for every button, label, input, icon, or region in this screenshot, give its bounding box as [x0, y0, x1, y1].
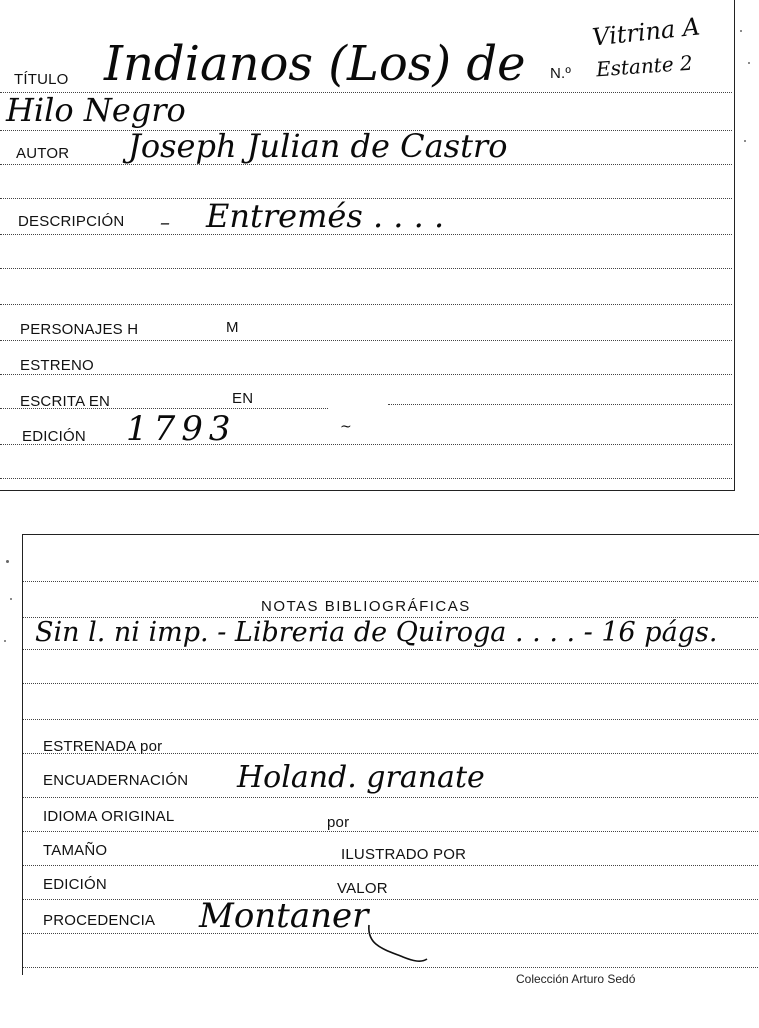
label-encuadernacion: ENCUADERNACIÓN — [43, 772, 189, 789]
catalog-card-back — [22, 534, 759, 975]
rule-line — [23, 831, 758, 832]
rule-line — [23, 649, 758, 650]
collection-credit: Colección Arturo Sedó — [516, 972, 636, 986]
rule-line — [0, 374, 732, 375]
titulo-value-line2: Hilo Negro — [6, 91, 186, 129]
label-estrenada-por: ESTRENADA por — [43, 738, 163, 755]
label-titulo: TÍTULO — [14, 71, 69, 88]
titulo-value-line1: Indianos (Los) de — [104, 36, 526, 92]
rule-line — [23, 797, 758, 798]
label-estreno: ESTRENO — [20, 357, 94, 374]
scan-speck — [744, 140, 746, 142]
encuadernacion-value: Holand. granate — [237, 760, 485, 795]
edicion-value: 1793 — [126, 409, 237, 449]
label-por: por — [327, 814, 350, 831]
label-personajes-m: M — [226, 319, 239, 336]
rule-line — [23, 683, 758, 684]
label-personajes-h: PERSONAJES H — [20, 321, 139, 338]
rule-line — [23, 865, 758, 866]
scan-speck — [740, 30, 742, 32]
notas-value-line1: Sin l. ni imp. - Libreria de Quiroga . . . . - 16 págs. — [35, 617, 718, 648]
scan-speck — [748, 62, 750, 64]
label-tamano: TAMAÑO — [43, 842, 108, 859]
label-edicion: EDICIÓN — [22, 428, 86, 445]
scan-speck — [4, 640, 6, 642]
rule-line — [0, 268, 732, 269]
procedencia-value: Montaner — [199, 896, 369, 936]
rule-line — [0, 478, 732, 479]
numero-value-line1: Vitrina A — [590, 12, 702, 52]
rule-line — [23, 581, 758, 582]
label-autor: AUTOR — [16, 145, 70, 162]
rule-line — [23, 719, 758, 720]
label-valor: VALOR — [337, 880, 388, 897]
rule-line — [0, 340, 732, 341]
label-idioma-original: IDIOMA ORIGINAL — [43, 808, 175, 825]
label-edicion-back: EDICIÓN — [43, 876, 107, 893]
scan-speck — [6, 560, 9, 563]
autor-value: Joseph Julian de Castro — [128, 127, 508, 165]
descripcion-dash: – — [160, 210, 170, 234]
label-descripcion: DESCRIPCIÓN — [18, 213, 125, 230]
numero-value-line2: Estante 2 — [595, 50, 694, 82]
rule-line — [0, 304, 732, 305]
stray-mark: ~ — [340, 419, 352, 435]
label-numero: N.º — [550, 65, 572, 82]
catalog-card-front — [0, 0, 735, 491]
notas-heading: NOTAS BIBLIOGRÁFICAS — [261, 598, 471, 615]
pen-stroke-mark — [363, 919, 433, 969]
descripcion-value: Entremés . . . . — [206, 197, 445, 235]
rule-line — [388, 404, 732, 405]
label-procedencia: PROCEDENCIA — [43, 912, 156, 929]
label-en: EN — [232, 390, 254, 407]
rule-line — [0, 444, 732, 445]
rule-line — [23, 899, 758, 900]
label-escrita-en: ESCRITA EN — [20, 393, 111, 410]
scan-speck — [10, 598, 12, 600]
label-ilustrado-por: ILUSTRADO POR — [341, 846, 467, 863]
